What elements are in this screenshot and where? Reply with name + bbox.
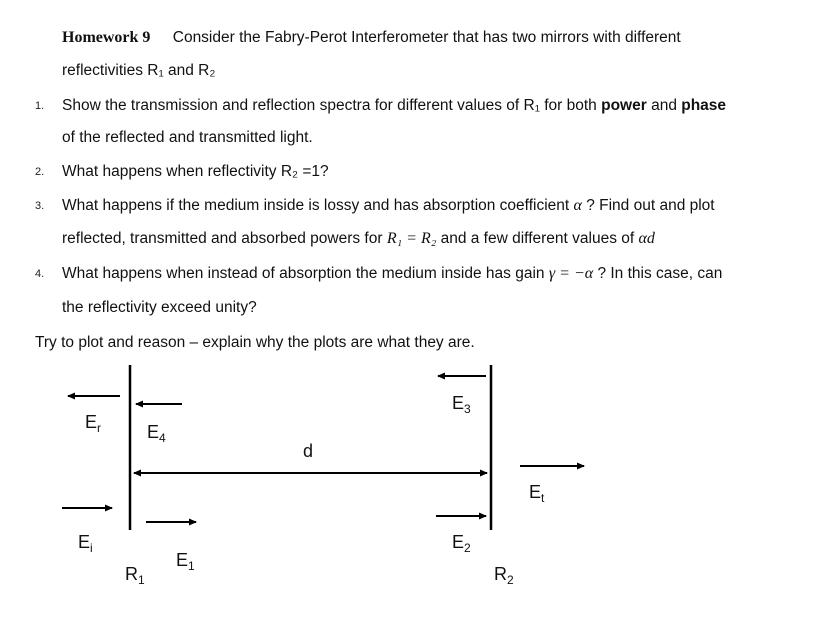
label-e3: $E_3$	[452, 393, 471, 416]
item-2-number: 2.	[35, 166, 45, 178]
label-r1: $R_1$	[125, 564, 145, 587]
item-4-text: What happens when instead of absorption the medium inside has gain	[62, 265, 549, 282]
item-3-text: What happens if the medium inside is lossy and has absorption coefficient	[62, 197, 574, 214]
item-1-power: power	[601, 97, 647, 114]
alpha-symbol: α	[573, 197, 582, 214]
item-3-number: 3.	[35, 200, 45, 212]
label-er: $E_r$	[85, 412, 102, 435]
label-ei: $E_i$	[78, 532, 93, 555]
item-1-phase: phase	[681, 97, 727, 114]
item-1-and: and	[646, 97, 682, 114]
label-d: d	[303, 441, 314, 461]
item-3-line2-text: reflected, transmitted and absorbed powers for	[62, 230, 387, 247]
alpha-d-expression: αd	[638, 230, 655, 247]
item-1-text: Show the transmission and reflection spectra for different values of R₁ for both	[62, 97, 602, 114]
label-e2: $E_2$	[452, 532, 471, 555]
item-4-text-post: ? In this case, can	[593, 265, 723, 282]
homework-intro-line2: reflectivities R₁ and R₂	[62, 62, 216, 79]
item-4-number: 4.	[35, 268, 45, 280]
item-3-line2-mid: and a few different values of	[436, 230, 639, 247]
item-2-line1: What happens when reflectivity R₂ =1?	[62, 163, 329, 180]
closing-text: Try to plot and reason – explain why the plots are what they are.	[35, 334, 475, 351]
homework-title: Homework 9	[62, 29, 151, 46]
homework-intro-line1: Consider the Fabry-Perot Interferometer that has two mirrors with different	[172, 29, 681, 46]
gain-expression: γ = −α	[548, 265, 594, 282]
label-et: $E_t$	[529, 482, 545, 505]
label-r2: $R_2$	[494, 564, 514, 587]
item-1-line2: of the reflected and transmitted light.	[62, 129, 313, 146]
item-3-text-post: ? Find out and plot	[581, 197, 715, 214]
label-e1: $E_1$	[176, 550, 195, 573]
item-1-number: 1.	[35, 100, 45, 112]
label-e4: $E_4$	[147, 422, 166, 445]
r-equal-expression: R₁ = R₂	[386, 230, 437, 247]
item-4-line2: the reflectivity exceed unity?	[62, 299, 257, 316]
